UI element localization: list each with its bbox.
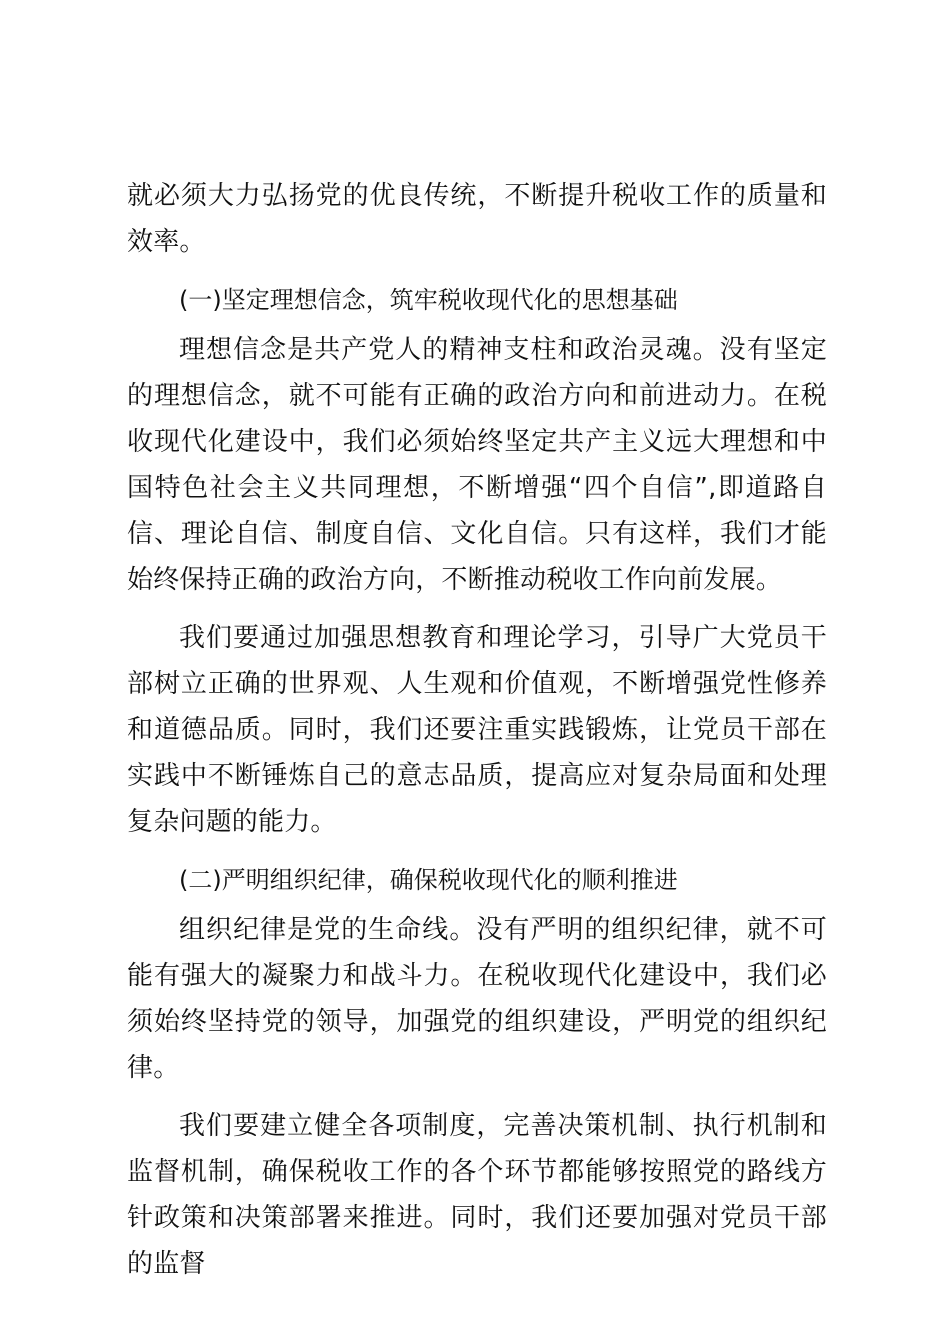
paragraph-discipline: 组织纪律是党的生命线。没有严明的组织纪律，就不可能有强大的凝聚力和战斗力。在税收现代化建设中，我们必须始终坚持党的领导，加强党的组织建设，严明党的组织纪律。 (127, 915, 827, 1083)
section-heading-2: (二)严明组织纪律，确保税收现代化的顺利推进 (179, 866, 678, 894)
paragraph-ideals: 理想信念是共产党人的精神支柱和政治灵魂。没有坚定的理想信念，就不可能有正确的政治方向和前进动力。在税收现代化建设中，我们必须始终坚定共产主义远大理想和中国特色社会主义共同理想，不断增强“四个自信”,即道路自信、理论自信、制度自信、文化自信。只有这样，我们才能始终保持正确的政治方向，不断推动税收工作向前发展。 (127, 335, 827, 595)
section-heading-1: (一)坚定理想信念，筑牢税收现代化的思想基础 (179, 286, 678, 314)
paragraph-education: 我们要通过加强思想教育和理论学习，引导广大党员干部树立正确的世界观、人生观和价值观，不断增强党性修养和道德品质。同时，我们还要注重实践锻炼，让党员干部在实践中不断锤炼自己的意志品质，提高应对复杂局面和处理复杂问题的能力。 (127, 623, 827, 837)
paragraph-institutions: 我们要建立健全各项制度，完善决策机制、执行机制和监督机制，确保税收工作的各个环节都能够按照党的路线方针政策和决策部署来推进。同时，我们还要加强对党员干部的监督 (127, 1111, 827, 1279)
paragraph-continuation: 就必须大力弘扬党的优良传统，不断提升税收工作的质量和效率。 (127, 181, 827, 257)
document-body (127, 173, 827, 1287)
